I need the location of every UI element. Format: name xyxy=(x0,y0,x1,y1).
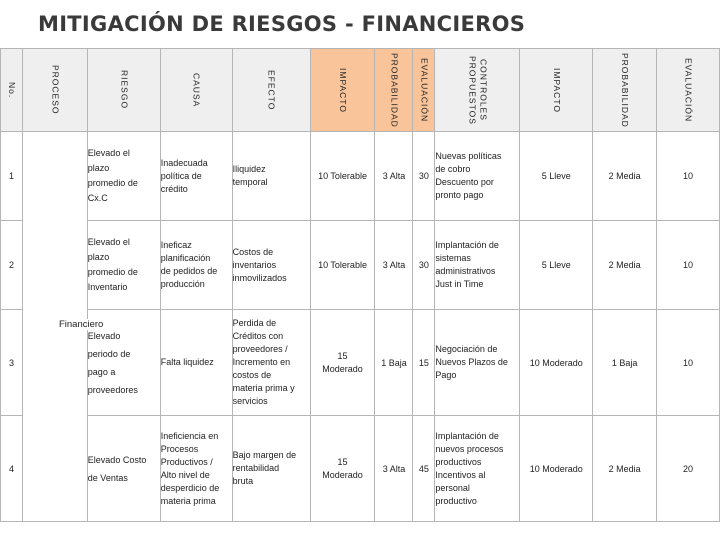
table-row xyxy=(1,221,720,310)
impact-value: 10 Tolerable xyxy=(310,132,375,221)
controls-text: Negociación de Nuevos Plazos de Pago xyxy=(435,344,508,380)
risk-text: Elevado Costo de Ventas xyxy=(87,454,147,483)
impact-value: 10 Tolerable xyxy=(310,221,375,310)
header-controles: CONTROLES PROPUESTOS xyxy=(435,49,520,132)
header-causa: CAUSA xyxy=(160,49,232,132)
table-row xyxy=(1,310,720,416)
probability-value: 3 Alta xyxy=(375,132,413,221)
residual-impact-value: 5 Lleve xyxy=(520,221,593,310)
residual-evaluation-value: 10 xyxy=(657,132,720,221)
header-impacto: IMPACTO xyxy=(310,49,375,132)
effect-text: Costos de inventarios inmovilizados xyxy=(232,246,287,283)
cause-text: Inadecuada política de crédito xyxy=(160,157,208,194)
controls-text: Implantación de nuevos procesos productivos Incentivos al personal productivo xyxy=(435,430,504,506)
header-probabilidad: PROBABILIDAD xyxy=(375,49,413,132)
cause-text: Ineficaz planificación de pedidos de producción xyxy=(160,240,218,289)
header-impacto-residual: IMPACTO xyxy=(520,49,593,132)
risk-text: Elevado el plazo promedio de Inventario xyxy=(87,237,138,292)
probability-value: 3 Alta xyxy=(375,416,413,522)
process-label: Financiero xyxy=(58,319,104,330)
header-proceso: PROCESO xyxy=(22,49,87,132)
table-row xyxy=(1,416,720,522)
residual-probability-value: 2 Media xyxy=(593,132,657,221)
header-evaluacion-residual: EVALUACIÓN xyxy=(657,49,720,132)
risk-text: Elevado periodo de pago a proveedores xyxy=(87,330,138,395)
row-number: 2 xyxy=(1,221,23,310)
header-evaluacion: EVALUACIÓN xyxy=(413,49,435,132)
page-title: MITIGACIÓN DE RIESGOS - FINANCIEROS xyxy=(38,12,526,36)
evaluation-value: 30 xyxy=(413,132,435,221)
evaluation-value: 15 xyxy=(413,310,435,416)
header-no: No. xyxy=(1,49,23,132)
residual-evaluation-value: 10 xyxy=(657,310,720,416)
probability-value: 3 Alta xyxy=(375,221,413,310)
residual-evaluation-value: 10 xyxy=(657,221,720,310)
evaluation-value: 30 xyxy=(413,221,435,310)
risk-text: Elevado el plazo promedio de Cx.C xyxy=(87,148,138,203)
controls-text: Implantación de sistemas administrativos Just in Time xyxy=(435,240,499,289)
effect-text: Iliquidez temporal xyxy=(232,164,268,187)
impact-value: 15 Moderado xyxy=(322,456,363,480)
risk-mitigation-table xyxy=(0,48,720,522)
residual-impact-value: 10 Moderado xyxy=(520,416,593,522)
effect-text: Bajo margen de rentabilidad bruta xyxy=(232,450,297,486)
controls-text: Nuevas políticas de cobro Descuento por pronto pago xyxy=(435,151,502,200)
residual-probability-value: 2 Media xyxy=(593,221,657,310)
residual-impact-value: 5 Lleve xyxy=(520,132,593,221)
residual-evaluation-value: 20 xyxy=(657,416,720,522)
residual-impact-value: 10 Moderado xyxy=(520,310,593,416)
effect-text: Perdida de Créditos con proveedores / Incremento en costos de materia prima y servicios xyxy=(232,318,295,406)
cause-text: Ineficiencia en Procesos Productivos / Alto nivel de desperdicio de materia prima xyxy=(160,430,220,506)
header-efecto: EFECTO xyxy=(232,49,310,132)
row-number: 1 xyxy=(1,132,23,221)
probability-value: 1 Baja xyxy=(375,310,413,416)
row-number: 4 xyxy=(1,416,23,522)
row-number: 3 xyxy=(1,310,23,416)
residual-probability-value: 2 Media xyxy=(593,416,657,522)
impact-value: 15 Moderado xyxy=(322,350,363,374)
table-row xyxy=(1,132,720,221)
cause-text: Falta liquidez xyxy=(160,357,214,367)
header-probabilidad-residual: PROBABILIDAD xyxy=(593,49,657,132)
process-cell xyxy=(22,132,104,522)
residual-probability-value: 1 Baja xyxy=(593,310,657,416)
header-row xyxy=(1,49,720,132)
evaluation-value: 45 xyxy=(413,416,435,522)
header-riesgo: RIESGO xyxy=(87,49,160,132)
